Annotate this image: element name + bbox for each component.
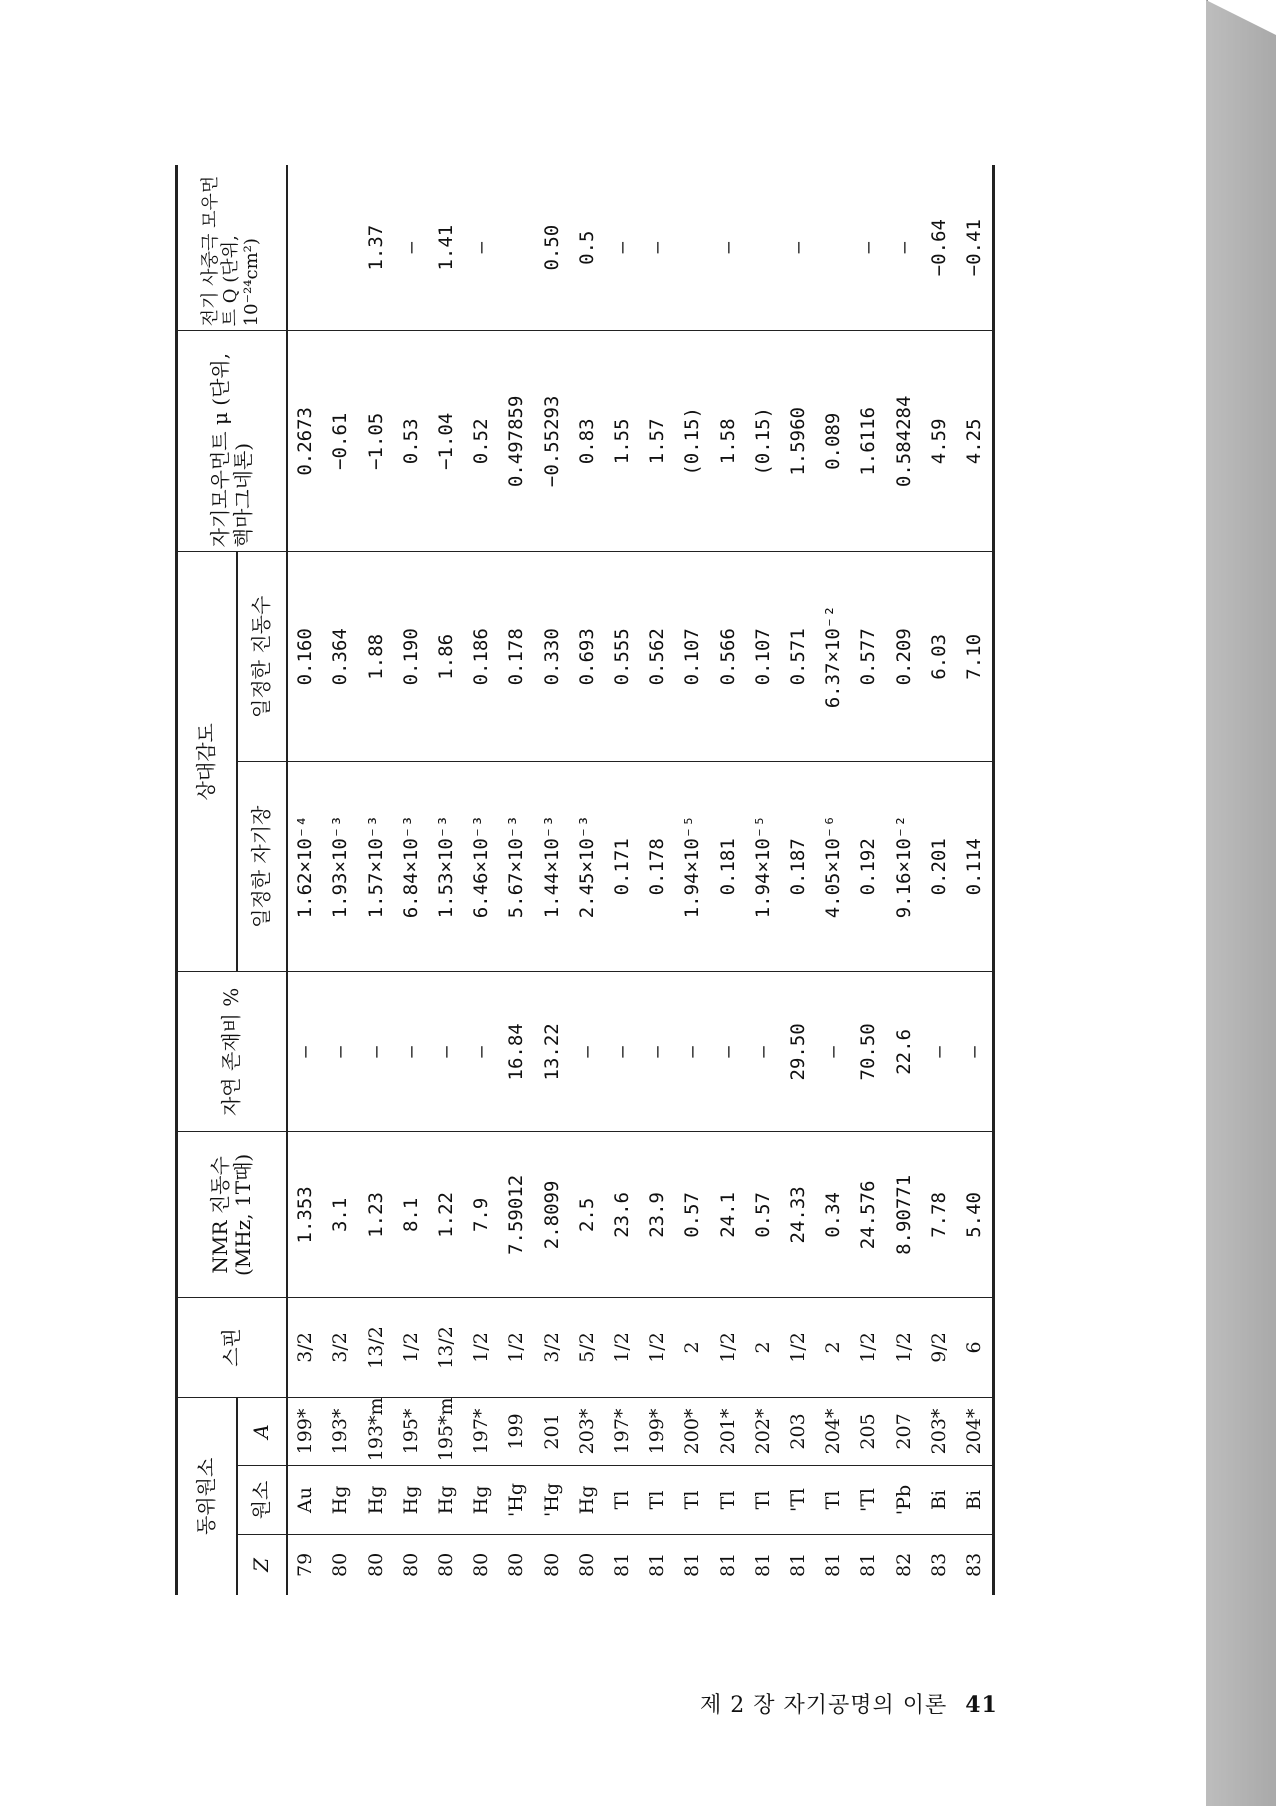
table-row [745,165,780,1595]
cell-sens-const-freq: 0.190 [393,552,428,762]
header-a: A [237,1397,287,1466]
table-row [816,165,851,1595]
cell-element: Hg [569,1466,604,1535]
cell-nmr-frequency: 1.22 [428,1132,463,1298]
table-row [780,165,815,1595]
cell-abundance: — [816,972,851,1132]
cell-spin: 3/2 [534,1298,569,1397]
cell-mass-number: 197* [604,1397,639,1466]
cell-quadrupole: −0.41 [957,165,994,331]
cell-abundance: 16.84 [499,972,534,1132]
cell-z: 81 [857,1552,880,1577]
cell-abundance: — [957,972,994,1132]
cell-sens-const-field: 0.178 [640,762,675,972]
cell-element: 'Pb [886,1466,921,1535]
cell-magnetic-moment: 1.58 [710,331,745,552]
cell-quadrupole [287,165,323,331]
cell-spin: 2 [745,1298,780,1397]
cell-quadrupole [745,165,780,331]
table-row [428,165,463,1595]
header-magnetic-moment: 자기모우먼트 μ (단위, 핵마그네톤) [177,331,287,552]
cell-sens-const-field: 1.94×10⁻⁵ [675,762,710,972]
cell-spin: 9/2 [921,1298,956,1397]
cell-spin: 13/2 [358,1298,393,1397]
table-row [921,165,956,1595]
cell-sens-const-field: 6.46×10⁻³ [464,762,499,972]
table-row [323,165,358,1595]
cell-z: 80 [540,1552,563,1577]
cell-z: 83 [927,1552,950,1577]
cell-sens-const-freq: 0.577 [851,552,886,762]
cell-spin: 1/2 [886,1298,921,1397]
page-number: 41 [965,1692,998,1718]
table-row [710,165,745,1595]
cell-nmr-frequency: 23.6 [604,1132,639,1298]
cell-spin: 1/2 [780,1298,815,1397]
cell-element: Tl [816,1466,851,1535]
cell-magnetic-moment: 0.52 [464,331,499,552]
cell-quadrupole [816,165,851,331]
cell-spin: 1/2 [640,1298,675,1397]
cell-sens-const-freq: 0.107 [675,552,710,762]
cell-sens-const-field: 0.192 [851,762,886,972]
cell-z: 80 [329,1552,352,1577]
cell-magnetic-moment: −1.04 [428,331,463,552]
cell-magnetic-moment: 0.497859 [499,331,534,552]
rotated-table-inner [175,165,995,1595]
cell-quadrupole: 0.50 [534,165,569,331]
cell-sens-const-freq: 0.566 [710,552,745,762]
cell-abundance: 29.50 [780,972,815,1132]
cell-magnetic-moment: 1.55 [604,331,639,552]
cell-magnetic-moment: −1.05 [358,331,393,552]
cell-mass-number: 199* [287,1397,323,1466]
cell-mass-number: 204* [816,1397,851,1466]
cell-element: Bi [957,1466,994,1535]
cell-z: 82 [892,1552,915,1577]
cell-abundance: 22.6 [886,972,921,1132]
cell-quadrupole: — [710,165,745,331]
table-body [287,165,994,1595]
cell-mass-number: 199* [640,1397,675,1466]
cell-sens-const-field: 6.84×10⁻³ [393,762,428,972]
header-abundance: 자연 존재비 % [177,972,287,1132]
cell-spin: 2 [675,1298,710,1397]
cell-nmr-frequency: 7.78 [921,1132,956,1298]
cell-z: 79 [294,1552,317,1577]
cell-nmr-frequency: 1.23 [358,1132,393,1298]
chapter-title: 제 2 장 자기공명의 이론 [700,1693,948,1718]
cell-magnetic-moment: 0.089 [816,331,851,552]
cell-element: 'Tl [780,1466,815,1535]
cell-sens-const-freq: 0.571 [780,552,815,762]
cell-sens-const-field: 9.16×10⁻² [886,762,921,972]
cell-element: Hg [464,1466,499,1535]
table-row [287,165,323,1595]
cell-z: 81 [787,1552,810,1577]
cell-element: Hg [428,1466,463,1535]
cell-sens-const-freq: 0.209 [886,552,921,762]
table-row [604,165,639,1595]
rotated-table-frame [175,165,995,1595]
table-row [640,165,675,1595]
cell-quadrupole: — [604,165,639,331]
cell-magnetic-moment: (0.15) [745,331,780,552]
header-quadrupole: 전기 사중극 모우먼트 Q (단위, 10⁻²⁴cm²) [177,165,287,331]
table-row [675,165,710,1595]
cell-sens-const-freq: 0.160 [287,552,323,762]
cell-sens-const-freq: 6.03 [921,552,956,762]
cell-abundance: — [921,972,956,1132]
cell-sens-const-field: 5.67×10⁻³ [499,762,534,972]
cell-magnetic-moment: −0.55293 [534,331,569,552]
cell-quadrupole: — [393,165,428,331]
cell-sens-const-freq: 0.107 [745,552,780,762]
cell-spin: 1/2 [710,1298,745,1397]
cell-z: 81 [751,1552,774,1577]
cell-sens-const-field: 0.114 [957,762,994,972]
cell-mass-number: 204* [957,1397,994,1466]
cell-quadrupole: — [886,165,921,331]
table-row [886,165,921,1595]
cell-spin: 1/2 [393,1298,428,1397]
cell-magnetic-moment: 1.57 [640,331,675,552]
cell-z: 80 [435,1552,458,1577]
cell-element: 'Hg [534,1466,569,1535]
cell-mass-number: 203 [780,1397,815,1466]
cell-mass-number: 199 [499,1397,534,1466]
cell-sens-const-field: 2.45×10⁻³ [569,762,604,972]
cell-element: Tl [745,1466,780,1535]
cell-abundance: — [287,972,323,1132]
cell-spin: 6 [957,1298,994,1397]
cell-mass-number: 197* [464,1397,499,1466]
cell-nmr-frequency: 8.90771 [886,1132,921,1298]
cell-mass-number: 200* [675,1397,710,1466]
cell-abundance: — [323,972,358,1132]
cell-sens-const-freq: 7.10 [957,552,994,762]
cell-sens-const-freq: 0.562 [640,552,675,762]
nmr-isotope-table [175,165,995,1595]
table-row [534,165,569,1595]
cell-quadrupole [323,165,358,331]
cell-element: Hg [358,1466,393,1535]
cell-magnetic-moment: 4.25 [957,331,994,552]
cell-z: 83 [957,1534,994,1595]
cell-spin: 3/2 [323,1298,358,1397]
cell-abundance: — [675,972,710,1132]
cell-z: 80 [575,1552,598,1577]
header-z: Z [237,1534,287,1595]
cell-z: 80 [364,1552,387,1577]
header-isotope: 동위원소 [177,1397,237,1595]
cell-magnetic-moment: 0.584284 [886,331,921,552]
cell-nmr-frequency: 24.576 [851,1132,886,1298]
cell-abundance: — [464,972,499,1132]
header-const-frequency: 일정한 진동수 [237,552,287,762]
cell-nmr-frequency: 2.8099 [534,1132,569,1298]
cell-nmr-frequency: 0.34 [816,1132,851,1298]
cell-mass-number: 202* [745,1397,780,1466]
cell-spin: 1/2 [464,1298,499,1397]
cell-quadrupole: 1.37 [358,165,393,331]
cell-abundance: 70.50 [851,972,886,1132]
cell-nmr-frequency: 0.57 [745,1132,780,1298]
cell-element: Hg [323,1466,358,1535]
cell-element: 'Tl [851,1466,886,1535]
cell-sens-const-field: 1.93×10⁻³ [323,762,358,972]
cell-quadrupole: — [780,165,815,331]
cell-z: 81 [716,1552,739,1577]
cell-mass-number: 193*m [358,1397,393,1466]
cell-element: Bi [921,1466,956,1535]
cell-mass-number: 193* [323,1397,358,1466]
table-row [358,165,393,1595]
cell-magnetic-moment: 0.53 [393,331,428,552]
cell-magnetic-moment: 0.2673 [287,331,323,552]
cell-sens-const-field: 1.53×10⁻³ [428,762,463,972]
cell-nmr-frequency: 0.57 [675,1132,710,1298]
cell-spin: 1/2 [499,1298,534,1397]
cell-nmr-frequency: 5.40 [957,1132,994,1298]
cell-nmr-frequency: 2.5 [569,1132,604,1298]
cell-magnetic-moment: 1.6116 [851,331,886,552]
cell-magnetic-moment: 4.59 [921,331,956,552]
cell-sens-const-field: 1.94×10⁻⁵ [745,762,780,972]
cell-abundance: — [428,972,463,1132]
cell-sens-const-field: 1.57×10⁻³ [358,762,393,972]
cell-z: 81 [646,1552,669,1577]
cell-z: 80 [399,1552,422,1577]
cell-quadrupole: 1.41 [428,165,463,331]
header-nmr-frequency: NMR 진동수 (MHz, 1T때) [177,1132,287,1298]
cell-abundance: — [640,972,675,1132]
book-edge [1206,0,1276,1806]
cell-nmr-frequency: 23.9 [640,1132,675,1298]
header-spin: 스핀 [177,1298,287,1397]
cell-quadrupole [675,165,710,331]
cell-z: 81 [681,1552,704,1577]
cell-spin: 2 [816,1298,851,1397]
cell-sens-const-freq: 0.330 [534,552,569,762]
cell-sens-const-freq: 6.37×10⁻² [816,552,851,762]
cell-sens-const-field: 1.44×10⁻³ [534,762,569,972]
cell-magnetic-moment: 0.83 [569,331,604,552]
header-element: 원소 [237,1466,287,1535]
cell-quadrupole: 0.5 [569,165,604,331]
cell-mass-number: 195* [393,1397,428,1466]
cell-nmr-frequency: 3.1 [323,1132,358,1298]
cell-magnetic-moment: 1.5960 [780,331,815,552]
cell-abundance: — [745,972,780,1132]
cell-abundance: — [393,972,428,1132]
cell-spin: 3/2 [287,1298,323,1397]
cell-magnetic-moment: −0.61 [323,331,358,552]
header-const-field: 일정한 자기장 [237,762,287,972]
cell-element: 'Hg [499,1466,534,1535]
cell-sens-const-freq: 1.86 [428,552,463,762]
header-relative-sensitivity: 상대감도 [177,552,237,972]
cell-abundance: — [358,972,393,1132]
cell-mass-number: 203* [921,1397,956,1466]
cell-sens-const-field: 0.187 [780,762,815,972]
cell-spin: 1/2 [851,1298,886,1397]
cell-quadrupole: −0.64 [921,165,956,331]
cell-element: Hg [393,1466,428,1535]
cell-mass-number: 205 [851,1397,886,1466]
cell-quadrupole: — [640,165,675,331]
cell-nmr-frequency: 7.9 [464,1132,499,1298]
cell-nmr-frequency: 8.1 [393,1132,428,1298]
cell-z: 80 [505,1552,528,1577]
table-row [393,165,428,1595]
cell-sens-const-freq: 1.88 [358,552,393,762]
cell-spin: 1/2 [604,1298,639,1397]
cell-mass-number: 195*m [428,1397,463,1466]
cell-sens-const-field: 0.201 [921,762,956,972]
table-row [851,165,886,1595]
cell-mass-number: 201 [534,1397,569,1466]
cell-sens-const-freq: 0.186 [464,552,499,762]
cell-element: Tl [710,1466,745,1535]
cell-magnetic-moment: (0.15) [675,331,710,552]
cell-z: 81 [611,1552,634,1577]
cell-sens-const-freq: 0.364 [323,552,358,762]
cell-nmr-frequency: 24.33 [780,1132,815,1298]
cell-quadrupole [499,165,534,331]
cell-sens-const-field: 0.171 [604,762,639,972]
cell-nmr-frequency: 1.353 [287,1132,323,1298]
cell-sens-const-field: 0.181 [710,762,745,972]
cell-abundance: 13.22 [534,972,569,1132]
cell-sens-const-freq: 0.178 [499,552,534,762]
cell-abundance: — [604,972,639,1132]
table-row [569,165,604,1595]
page-footer [700,1688,998,1719]
cell-nmr-frequency: 7.59012 [499,1132,534,1298]
cell-element: Tl [640,1466,675,1535]
cell-element: Tl [675,1466,710,1535]
cell-mass-number: 203* [569,1397,604,1466]
cell-sens-const-freq: 0.693 [569,552,604,762]
cell-abundance: — [710,972,745,1132]
table-row [957,165,994,1595]
cell-element: Tl [604,1466,639,1535]
cell-spin: 13/2 [428,1298,463,1397]
cell-sens-const-freq: 0.555 [604,552,639,762]
table-row [464,165,499,1595]
cell-sens-const-field: 1.62×10⁻⁴ [287,762,323,972]
cell-mass-number: 207 [886,1397,921,1466]
cell-quadrupole: — [464,165,499,331]
cell-nmr-frequency: 24.1 [710,1132,745,1298]
cell-sens-const-field: 4.05×10⁻⁶ [816,762,851,972]
cell-quadrupole: — [851,165,886,331]
cell-element: Au [287,1466,323,1535]
cell-z: 81 [822,1552,845,1577]
table-row [499,165,534,1595]
cell-mass-number: 201* [710,1397,745,1466]
cell-spin: 5/2 [569,1298,604,1397]
cell-abundance: — [569,972,604,1132]
cell-z: 80 [470,1552,493,1577]
